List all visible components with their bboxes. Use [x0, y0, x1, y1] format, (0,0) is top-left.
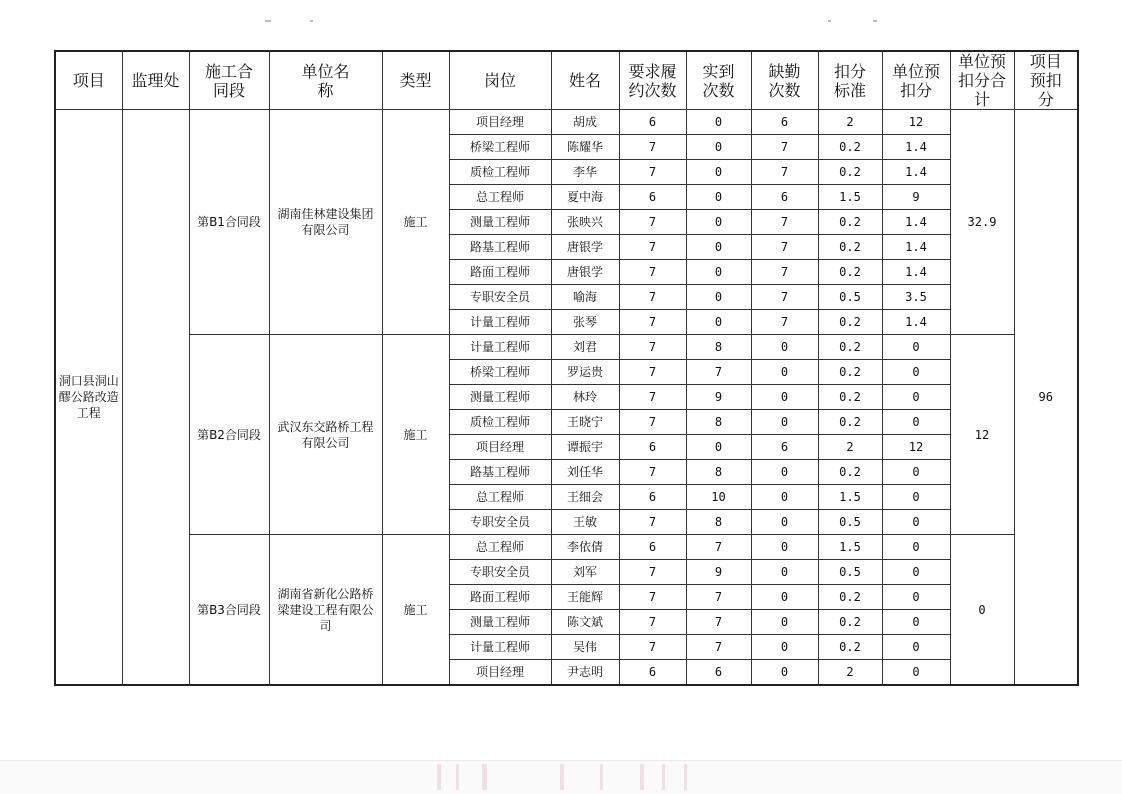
post-cell: 总工程师 [449, 535, 551, 560]
table-row [55, 535, 1078, 560]
post-cell: 桥梁工程师 [449, 360, 551, 385]
absent-count-cell: 6 [751, 185, 818, 210]
header-unit-deduction: 单位预扣分 [882, 51, 950, 110]
unit-deduction-cell: 0 [882, 335, 950, 360]
name-cell: 罗运贵 [551, 360, 619, 385]
attended-count-cell: 0 [686, 310, 751, 335]
absent-count-cell: 0 [751, 335, 818, 360]
name-cell: 唐银学 [551, 235, 619, 260]
header-name: 姓名 [551, 51, 619, 110]
deduction-standard-cell: 1.5 [818, 535, 882, 560]
project-cell: 洞口县洞山醪公路改造工程 [55, 110, 122, 686]
contract-section-cell: 第B1合同段 [189, 110, 269, 335]
name-cell: 张琴 [551, 310, 619, 335]
attended-count-cell: 8 [686, 460, 751, 485]
attended-count-cell: 0 [686, 185, 751, 210]
absent-count-cell: 0 [751, 460, 818, 485]
post-cell: 项目经理 [449, 435, 551, 460]
attended-count-cell: 7 [686, 635, 751, 660]
required-count-cell: 6 [619, 110, 686, 135]
absent-count-cell: 0 [751, 610, 818, 635]
post-cell: 测量工程师 [449, 385, 551, 410]
deduction-standard-cell: 0.2 [818, 385, 882, 410]
required-count-cell: 7 [619, 310, 686, 335]
name-cell: 夏中海 [551, 185, 619, 210]
attended-count-cell: 0 [686, 135, 751, 160]
unit-deduction-cell: 1.4 [882, 135, 950, 160]
attended-count-cell: 9 [686, 385, 751, 410]
absent-count-cell: 0 [751, 535, 818, 560]
post-cell: 路面工程师 [449, 260, 551, 285]
deduction-standard-cell: 0.2 [818, 585, 882, 610]
name-cell: 林玲 [551, 385, 619, 410]
type-cell: 施工 [382, 535, 449, 686]
deduction-standard-cell: 2 [818, 435, 882, 460]
name-cell: 喻海 [551, 285, 619, 310]
post-cell: 测量工程师 [449, 210, 551, 235]
unit-deduction-cell: 1.4 [882, 160, 950, 185]
post-cell: 质检工程师 [449, 410, 551, 435]
deduction-standard-cell: 0.2 [818, 335, 882, 360]
name-cell: 陈文斌 [551, 610, 619, 635]
absent-count-cell: 7 [751, 135, 818, 160]
name-cell: 刘军 [551, 560, 619, 585]
required-count-cell: 7 [619, 210, 686, 235]
unit-deduction-cell: 0 [882, 510, 950, 535]
header-supervision: 监理处 [122, 51, 189, 110]
unit-deduction-cell: 0 [882, 410, 950, 435]
post-cell: 专职安全员 [449, 560, 551, 585]
required-count-cell: 7 [619, 460, 686, 485]
deduction-standard-cell: 0.2 [818, 410, 882, 435]
unit-deduction-total-cell: 12 [950, 335, 1014, 535]
contract-section-cell: 第B2合同段 [189, 335, 269, 535]
required-count-cell: 7 [619, 410, 686, 435]
deduction-standard-cell: 0.5 [818, 560, 882, 585]
attended-count-cell: 9 [686, 560, 751, 585]
attended-count-cell: 7 [686, 535, 751, 560]
name-cell: 张映兴 [551, 210, 619, 235]
absent-count-cell: 0 [751, 560, 818, 585]
attended-count-cell: 0 [686, 235, 751, 260]
post-cell: 桥梁工程师 [449, 135, 551, 160]
required-count-cell: 6 [619, 435, 686, 460]
post-cell: 总工程师 [449, 185, 551, 210]
post-cell: 质检工程师 [449, 160, 551, 185]
required-count-cell: 7 [619, 285, 686, 310]
scan-artifact [640, 764, 644, 790]
deduction-standard-cell: 0.2 [818, 135, 882, 160]
unit-deduction-cell: 12 [882, 110, 950, 135]
attended-count-cell: 8 [686, 335, 751, 360]
absent-count-cell: 0 [751, 510, 818, 535]
table-row [55, 110, 1078, 135]
name-cell: 陈耀华 [551, 135, 619, 160]
attended-count-cell: 0 [686, 210, 751, 235]
absent-count-cell: 7 [751, 210, 818, 235]
name-cell: 尹志明 [551, 660, 619, 686]
required-count-cell: 7 [619, 385, 686, 410]
unit-deduction-cell: 0 [882, 485, 950, 510]
attended-count-cell: 7 [686, 585, 751, 610]
header-type: 类型 [382, 51, 449, 110]
attended-count-cell: 6 [686, 660, 751, 686]
supervision-cell [122, 110, 189, 686]
header-project-deduction: 项目预扣分 [1014, 51, 1078, 110]
deduction-standard-cell: 0.2 [818, 235, 882, 260]
attended-count-cell: 0 [686, 260, 751, 285]
unit-deduction-cell: 0 [882, 610, 950, 635]
deduction-standard-cell: 0.2 [818, 610, 882, 635]
post-cell: 路面工程师 [449, 585, 551, 610]
scan-artifact [265, 20, 271, 22]
header-unit-name: 单位名称 [269, 51, 382, 110]
deduction-standard-cell: 2 [818, 660, 882, 686]
unit-deduction-cell: 0 [882, 560, 950, 585]
type-cell: 施工 [382, 110, 449, 335]
required-count-cell: 7 [619, 360, 686, 385]
header-row [55, 51, 1078, 110]
required-count-cell: 7 [619, 260, 686, 285]
header-contract: 施工合同段 [189, 51, 269, 110]
unit-deduction-cell: 3.5 [882, 285, 950, 310]
scan-artifact [560, 764, 564, 790]
unit-deduction-cell: 1.4 [882, 210, 950, 235]
type-cell: 施工 [382, 335, 449, 535]
absent-count-cell: 0 [751, 660, 818, 686]
header-standard: 扣分标准 [818, 51, 882, 110]
header-attended: 实到次数 [686, 51, 751, 110]
deduction-standard-cell: 0.2 [818, 360, 882, 385]
required-count-cell: 6 [619, 485, 686, 510]
unit-deduction-cell: 12 [882, 435, 950, 460]
deduction-standard-cell: 2 [818, 110, 882, 135]
header-unit-deduction-total: 单位预扣分合计 [950, 51, 1014, 110]
attended-count-cell: 8 [686, 410, 751, 435]
scan-artifact [873, 20, 877, 22]
deduction-table [54, 50, 1079, 686]
required-count-cell: 6 [619, 660, 686, 686]
header-project: 项目 [55, 51, 122, 110]
absent-count-cell: 0 [751, 360, 818, 385]
unit-name-cell: 湖南省新化公路桥梁建设工程有限公司 [269, 535, 382, 686]
post-cell: 路基工程师 [449, 235, 551, 260]
post-cell: 项目经理 [449, 660, 551, 686]
unit-deduction-cell: 0 [882, 585, 950, 610]
unit-deduction-cell: 0 [882, 460, 950, 485]
required-count-cell: 7 [619, 585, 686, 610]
scan-artifact [684, 764, 687, 790]
deduction-standard-cell: 0.2 [818, 160, 882, 185]
scan-artifact [310, 20, 313, 22]
scan-artifact [437, 764, 441, 790]
unit-deduction-cell: 0 [882, 535, 950, 560]
name-cell: 刘任华 [551, 460, 619, 485]
absent-count-cell: 7 [751, 160, 818, 185]
post-cell: 测量工程师 [449, 610, 551, 635]
post-cell: 专职安全员 [449, 510, 551, 535]
absent-count-cell: 7 [751, 285, 818, 310]
post-cell: 总工程师 [449, 485, 551, 510]
absent-count-cell: 0 [751, 585, 818, 610]
deduction-standard-cell: 1.5 [818, 185, 882, 210]
required-count-cell: 7 [619, 635, 686, 660]
required-count-cell: 7 [619, 235, 686, 260]
required-count-cell: 7 [619, 335, 686, 360]
required-count-cell: 6 [619, 185, 686, 210]
required-count-cell: 7 [619, 135, 686, 160]
name-cell: 胡成 [551, 110, 619, 135]
deduction-standard-cell: 1.5 [818, 485, 882, 510]
absent-count-cell: 0 [751, 485, 818, 510]
unit-deduction-cell: 0 [882, 360, 950, 385]
deduction-standard-cell: 0.2 [818, 635, 882, 660]
name-cell: 王能辉 [551, 585, 619, 610]
required-count-cell: 7 [619, 160, 686, 185]
post-cell: 专职安全员 [449, 285, 551, 310]
attended-count-cell: 7 [686, 610, 751, 635]
name-cell: 王敏 [551, 510, 619, 535]
deduction-standard-cell: 0.2 [818, 210, 882, 235]
project-deduction-cell: 96 [1014, 110, 1078, 686]
absent-count-cell: 0 [751, 410, 818, 435]
attended-count-cell: 0 [686, 435, 751, 460]
required-count-cell: 7 [619, 560, 686, 585]
name-cell: 唐银学 [551, 260, 619, 285]
scan-artifact [600, 764, 603, 790]
header-post: 岗位 [449, 51, 551, 110]
deduction-standard-cell: 0.5 [818, 510, 882, 535]
header-absent: 缺勤次数 [751, 51, 818, 110]
absent-count-cell: 0 [751, 635, 818, 660]
attended-count-cell: 7 [686, 360, 751, 385]
name-cell: 谭振宇 [551, 435, 619, 460]
attended-count-cell: 0 [686, 160, 751, 185]
unit-deduction-cell: 1.4 [882, 310, 950, 335]
absent-count-cell: 7 [751, 310, 818, 335]
name-cell: 刘君 [551, 335, 619, 360]
name-cell: 李依倩 [551, 535, 619, 560]
post-cell: 计量工程师 [449, 635, 551, 660]
unit-deduction-cell: 0 [882, 660, 950, 686]
attended-count-cell: 8 [686, 510, 751, 535]
required-count-cell: 7 [619, 510, 686, 535]
unit-name-cell: 武汉东交路桥工程有限公司 [269, 335, 382, 535]
unit-deduction-cell: 9 [882, 185, 950, 210]
attended-count-cell: 0 [686, 110, 751, 135]
table-body [55, 110, 1078, 686]
deduction-standard-cell: 0.2 [818, 310, 882, 335]
unit-deduction-cell: 0 [882, 635, 950, 660]
absent-count-cell: 0 [751, 385, 818, 410]
attended-count-cell: 10 [686, 485, 751, 510]
post-cell: 路基工程师 [449, 460, 551, 485]
absent-count-cell: 7 [751, 235, 818, 260]
unit-deduction-total-cell: 32.9 [950, 110, 1014, 335]
deduction-standard-cell: 0.2 [818, 460, 882, 485]
unit-name-cell: 湖南佳林建设集团有限公司 [269, 110, 382, 335]
scan-artifact [456, 764, 459, 790]
unit-deduction-cell: 0 [882, 385, 950, 410]
unit-deduction-total-cell: 0 [950, 535, 1014, 686]
name-cell: 王细会 [551, 485, 619, 510]
header-required: 要求履约次数 [619, 51, 686, 110]
post-cell: 项目经理 [449, 110, 551, 135]
absent-count-cell: 6 [751, 435, 818, 460]
post-cell: 计量工程师 [449, 335, 551, 360]
unit-deduction-cell: 1.4 [882, 235, 950, 260]
deduction-standard-cell: 0.2 [818, 260, 882, 285]
name-cell: 吴伟 [551, 635, 619, 660]
deduction-standard-cell: 0.5 [818, 285, 882, 310]
scan-artifact [662, 764, 665, 790]
unit-deduction-cell: 1.4 [882, 260, 950, 285]
scan-artifact [828, 20, 831, 22]
scan-artifact [482, 764, 487, 790]
contract-section-cell: 第B3合同段 [189, 535, 269, 686]
name-cell: 王晓宁 [551, 410, 619, 435]
table-row [55, 335, 1078, 360]
post-cell: 计量工程师 [449, 310, 551, 335]
absent-count-cell: 6 [751, 110, 818, 135]
name-cell: 李华 [551, 160, 619, 185]
absent-count-cell: 7 [751, 260, 818, 285]
required-count-cell: 6 [619, 535, 686, 560]
required-count-cell: 7 [619, 610, 686, 635]
attended-count-cell: 0 [686, 285, 751, 310]
